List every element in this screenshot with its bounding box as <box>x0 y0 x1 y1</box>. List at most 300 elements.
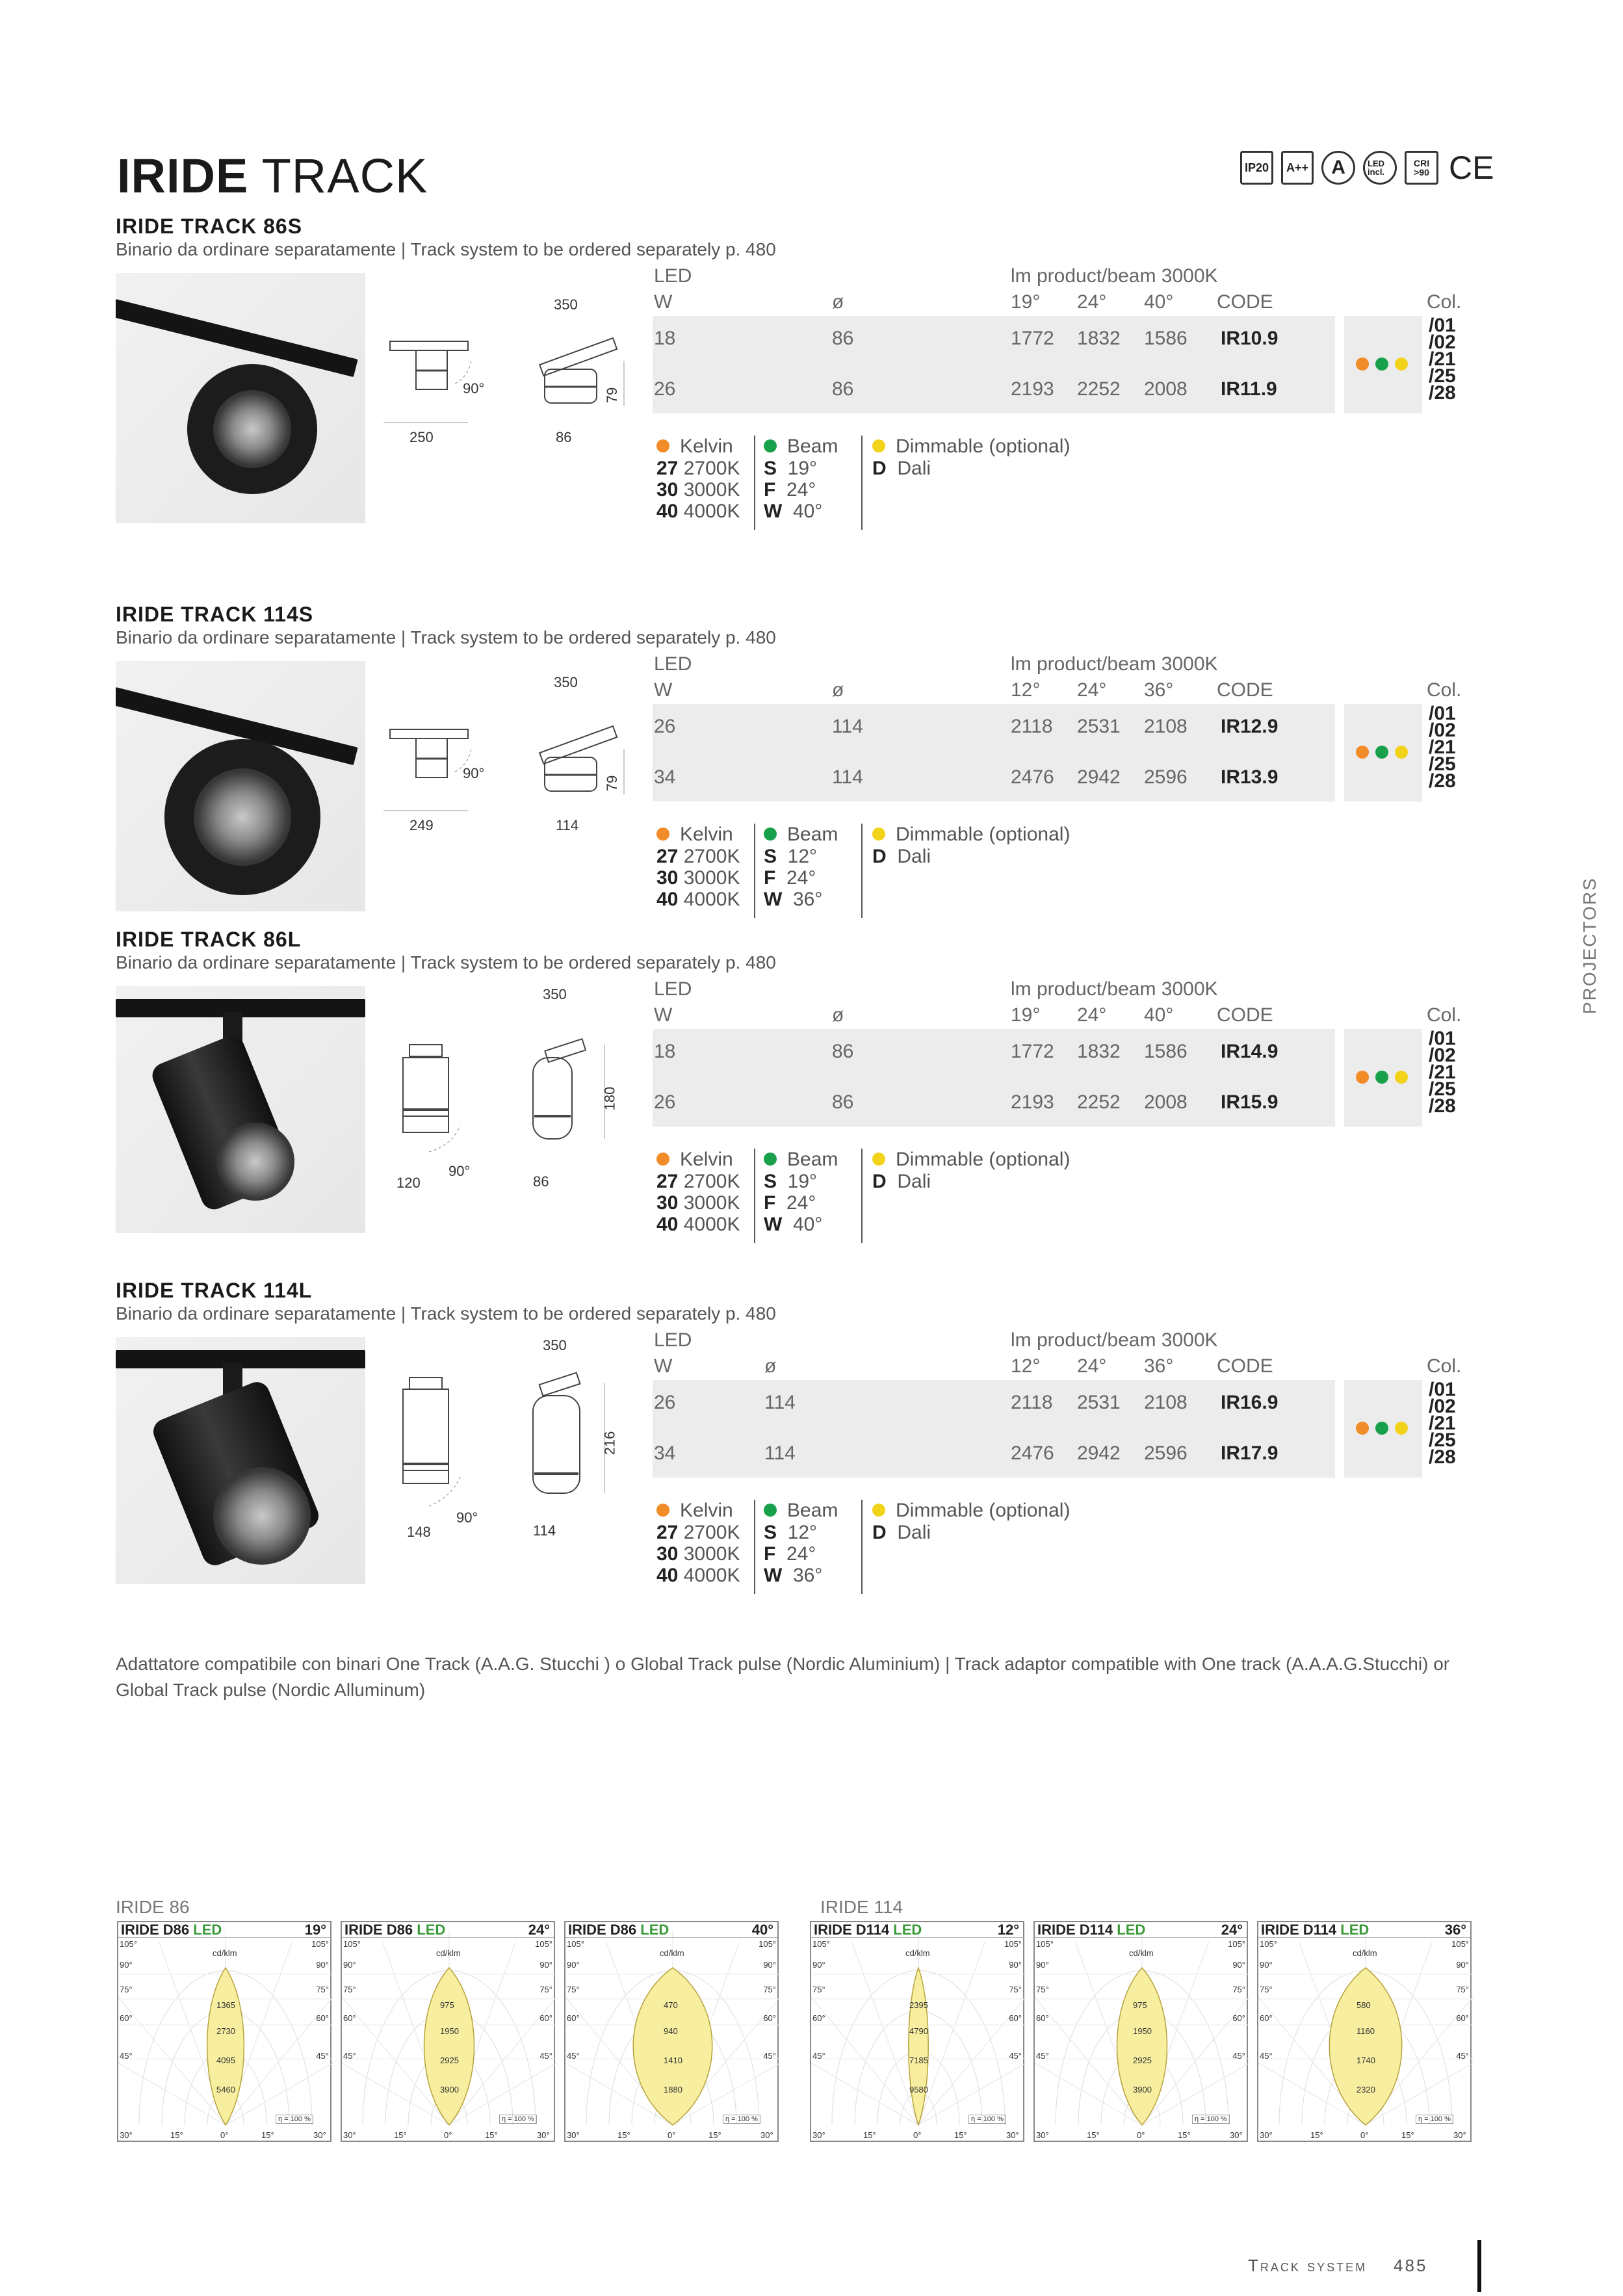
beam-value: 40° <box>793 1214 823 1235</box>
lamp-lens <box>213 390 291 468</box>
row-lm-beam3: 2008 <box>1144 378 1188 400</box>
angle-label-right: 60° <box>316 2013 329 2023</box>
beam-code: W <box>764 1214 783 1235</box>
green-dot-icon <box>1375 1071 1388 1084</box>
legend-divider <box>754 1500 755 1594</box>
green-dot-icon <box>764 1153 777 1166</box>
angle-label-left: 75° <box>343 1985 356 1994</box>
color-code: /01 <box>1429 315 1456 336</box>
row-wattage: 34 <box>654 766 676 788</box>
beam-value: 24° <box>786 867 816 889</box>
beam-legend <box>764 1500 838 1586</box>
w-header: W <box>654 1355 673 1377</box>
kelvin-header: Kelvin <box>680 824 733 845</box>
photometry-group-86: IRIDE 86 <box>116 1897 190 1917</box>
color-code: /02 <box>1429 1396 1456 1417</box>
intensity-value: 1410 <box>664 2055 682 2065</box>
legend-divider <box>861 1500 863 1594</box>
beam-value: 24° <box>786 1192 816 1214</box>
intensity-value: 2925 <box>1133 2055 1152 2065</box>
diagram-header <box>1258 1922 1470 1938</box>
angle-label-left: 105° <box>343 1939 361 1949</box>
efficiency-label: η = 100 % <box>1192 2115 1230 2124</box>
product-photo <box>116 661 365 911</box>
dimmable-legend <box>872 1500 1070 1543</box>
beam-angle-header: 19° <box>1011 1004 1041 1026</box>
unit-label: cd/klm <box>436 1948 461 1958</box>
color-code: /01 <box>1429 1028 1456 1049</box>
beam-angle-header: 12° <box>1011 679 1041 701</box>
kelvin-code: 27 <box>656 1522 679 1543</box>
w-header: W <box>654 679 673 701</box>
angle-label-right: 45° <box>316 2051 329 2061</box>
yellow-dot-icon <box>872 1504 885 1517</box>
angle-label-bottom: 0° <box>220 2130 229 2140</box>
row-diameter: 114 <box>832 766 863 788</box>
color-code: /01 <box>1429 1379 1456 1400</box>
intensity-value: 1950 <box>1133 2026 1152 2036</box>
orange-dot-icon <box>656 1504 669 1517</box>
beam-angle-header: 24° <box>1077 291 1107 313</box>
unit-label: cd/klm <box>905 1948 930 1958</box>
intensity-value: 5460 <box>216 2085 235 2094</box>
kelvin-header: Kelvin <box>680 1149 733 1170</box>
intensity-value: 2730 <box>216 2026 235 2036</box>
color-code: /28 <box>1429 1446 1456 1468</box>
angle-label-right: 90° <box>1232 1960 1245 1970</box>
color-dots-box <box>1344 704 1422 802</box>
angle-label-bottom: 30° <box>812 2130 825 2140</box>
dimension-left-bottom: 148 <box>407 1524 431 1540</box>
color-code: /25 <box>1429 1429 1456 1451</box>
ip20-icon: IP20 <box>1240 151 1273 185</box>
diagram-led: LED <box>1340 1922 1370 1938</box>
legend-divider <box>861 824 863 918</box>
beam-angle-header: 36° <box>1144 1355 1174 1377</box>
beam-angle-header: 19° <box>1011 291 1041 313</box>
color-code: /21 <box>1429 1062 1456 1083</box>
ce-mark-icon: CE <box>1449 150 1494 186</box>
efficiency-label: η = 100 % <box>1416 2115 1453 2124</box>
diagram-name: IRIDE D114 <box>1037 1922 1113 1938</box>
angle-label-right: 60° <box>1456 2013 1469 2023</box>
col-header: Col. <box>1427 679 1462 701</box>
row-code: IR17.9 <box>1221 1442 1279 1464</box>
photometric-diagram <box>564 1921 779 2142</box>
diagram-name: IRIDE D114 <box>814 1922 890 1938</box>
row-lm-beam3: 2596 <box>1144 766 1188 788</box>
angle-label-left: 75° <box>120 1985 133 1994</box>
kelvin-value: 4000K <box>683 501 740 522</box>
diagram-header <box>811 1922 1023 1938</box>
color-code: /21 <box>1429 1413 1456 1434</box>
angle-label-right: 105° <box>311 1939 329 1949</box>
color-codes <box>1429 1381 1456 1466</box>
legend-divider <box>861 436 863 530</box>
dimmable-code: D <box>872 1522 887 1543</box>
intensity-value: 2395 <box>909 2000 928 2010</box>
beam-value: 36° <box>793 889 823 910</box>
color-code: /25 <box>1429 1078 1456 1100</box>
dimension-right: 79 <box>604 775 621 792</box>
beam-value: 12° <box>787 846 818 867</box>
intensity-value: 975 <box>440 2000 454 2010</box>
lm-header: lm product/beam 3000K <box>1011 653 1218 675</box>
dimmable-header: Dimmable (optional) <box>896 1500 1071 1521</box>
dimmable-header: Dimmable (optional) <box>896 436 1071 457</box>
beam-legend <box>764 1149 838 1235</box>
green-dot-icon <box>1375 1422 1388 1435</box>
intensity-value: 4790 <box>909 2026 928 2036</box>
row-wattage: 26 <box>654 716 676 737</box>
angle-label-bottom: 0° <box>1360 2130 1369 2140</box>
product-photo <box>116 1337 365 1584</box>
led-header: LED <box>654 265 692 287</box>
green-dot-icon <box>1375 358 1388 371</box>
color-dots-box <box>1344 316 1422 413</box>
dimension-angle: 90° <box>463 380 485 397</box>
angle-label-right: 90° <box>1456 1960 1469 1970</box>
footer-section: Track system <box>1248 2256 1368 2275</box>
color-codes <box>1429 317 1456 402</box>
dimension-left-bottom: 120 <box>396 1175 421 1191</box>
kelvin-value: 3000K <box>683 479 740 501</box>
page-title <box>117 148 428 203</box>
row-code: IR10.9 <box>1221 328 1279 349</box>
angle-label-bottom: 15° <box>170 2130 183 2140</box>
intensity-value: 3900 <box>1133 2085 1152 2094</box>
angle-label-bottom: 15° <box>954 2130 967 2140</box>
diagram-name: IRIDE D86 <box>344 1922 413 1938</box>
diameter-header: ø <box>832 291 844 313</box>
unit-label: cd/klm <box>213 1948 237 1958</box>
angle-label-bottom: 0° <box>913 2130 922 2140</box>
kelvin-value: 2700K <box>683 846 740 867</box>
unit-label: cd/klm <box>660 1948 684 1958</box>
title-bold: IRIDE <box>117 149 249 203</box>
row-wattage: 26 <box>654 1392 676 1413</box>
photometric-diagram <box>341 1921 555 2142</box>
dimension-left-bottom: 249 <box>409 817 434 833</box>
angle-label-bottom: 15° <box>1087 2130 1100 2140</box>
led-header: LED <box>654 653 692 675</box>
dimension-top: 350 <box>543 1337 567 1353</box>
angle-label-right: 60° <box>539 2013 552 2023</box>
kelvin-code: 30 <box>656 479 679 501</box>
unit-label: cd/klm <box>1353 1948 1377 1958</box>
legend-divider <box>861 1149 863 1243</box>
diagram-header <box>565 1922 777 1938</box>
efficiency-label: η = 100 % <box>276 2115 313 2124</box>
angle-label-right: 75° <box>316 1985 329 1994</box>
orange-dot-icon <box>1356 358 1369 371</box>
section-subtitle: Binario da ordinare separatamente | Track system to be ordered separately p. 480 <box>116 952 776 972</box>
intensity-value: 1950 <box>440 2026 459 2036</box>
footer-label <box>1248 2256 1427 2276</box>
col-header: Col. <box>1427 291 1462 313</box>
green-dot-icon <box>764 1504 777 1517</box>
angle-label-bottom: 30° <box>567 2130 580 2140</box>
kelvin-value: 4000K <box>683 889 740 910</box>
angle-label-left: 105° <box>120 1939 137 1949</box>
row-lm-beam2: 1832 <box>1077 1041 1121 1062</box>
dimension-angle: 90° <box>448 1163 471 1179</box>
code-header: CODE <box>1217 291 1273 313</box>
angle-label-left: 105° <box>812 1939 830 1949</box>
beam-angle-header: 36° <box>1144 679 1174 701</box>
angle-label-bottom: 30° <box>1230 2130 1243 2140</box>
angle-label-right: 105° <box>535 1939 552 1949</box>
kelvin-value: 2700K <box>683 1171 740 1192</box>
angle-label-bottom: 30° <box>1006 2130 1019 2140</box>
kelvin-code: 40 <box>656 889 679 910</box>
color-dots <box>1356 1422 1414 1438</box>
diagram-beam: 12° <box>997 1922 1019 1938</box>
dimmable-legend <box>872 1149 1070 1192</box>
row-diameter: 114 <box>764 1442 796 1464</box>
col-header: Col. <box>1427 1004 1462 1026</box>
dimension-right: 180 <box>601 1086 618 1111</box>
diagram-led: LED <box>417 1922 446 1938</box>
angle-label-left: 60° <box>120 2013 133 2023</box>
dimension-right: 79 <box>604 387 621 404</box>
color-dots-box <box>1344 1380 1422 1478</box>
beam-header: Beam <box>787 1500 838 1521</box>
beam-legend <box>764 436 838 522</box>
dimension-right-bottom: 114 <box>556 817 579 833</box>
color-code: /01 <box>1429 703 1456 724</box>
angle-label-left: 45° <box>812 2051 825 2061</box>
row-lm-beam3: 2108 <box>1144 1392 1188 1413</box>
kelvin-legend <box>656 1149 740 1235</box>
footer-bar <box>1477 2240 1481 2292</box>
angle-label-bottom: 30° <box>537 2130 550 2140</box>
angle-label-bottom: 30° <box>1260 2130 1273 2140</box>
color-code: /02 <box>1429 1045 1456 1066</box>
row-lm-beam1: 2476 <box>1011 766 1054 788</box>
beam-value: 24° <box>786 1543 816 1565</box>
angle-label-left: 60° <box>1036 2013 1049 2023</box>
angle-label-right: 90° <box>539 1960 552 1970</box>
angle-label-right: 60° <box>1232 2013 1245 2023</box>
row-lm-beam3: 2108 <box>1144 716 1188 737</box>
kelvin-code: 30 <box>656 1543 679 1565</box>
color-code: /02 <box>1429 332 1456 353</box>
angle-label-bottom: 15° <box>1310 2130 1323 2140</box>
row-diameter: 86 <box>832 1091 854 1113</box>
beam-value: 36° <box>793 1565 823 1586</box>
kelvin-value: 2700K <box>683 458 740 479</box>
section-title: IRIDE TRACK 86S <box>116 215 303 238</box>
intensity-value: 9580 <box>909 2085 928 2094</box>
kelvin-header: Kelvin <box>680 1500 733 1521</box>
color-dots <box>1356 358 1414 374</box>
angle-label-left: 90° <box>1036 1960 1049 1970</box>
beam-legend <box>764 824 838 910</box>
row-code: IR15.9 <box>1221 1091 1279 1113</box>
beam-angle-header: 24° <box>1077 679 1107 701</box>
kelvin-value: 3000K <box>683 1192 740 1214</box>
led-header: LED <box>654 978 692 1000</box>
beam-code: F <box>764 1543 776 1565</box>
dimmable-value: Dali <box>897 846 931 867</box>
angle-label-right: 90° <box>763 1960 776 1970</box>
beam-code: W <box>764 889 783 910</box>
dimmable-legend <box>872 824 1070 867</box>
dimmable-code: D <box>872 1171 887 1192</box>
angle-label-right: 45° <box>1232 2051 1245 2061</box>
row-lm-beam1: 2193 <box>1011 1091 1054 1113</box>
angle-label-left: 60° <box>812 2013 825 2023</box>
orange-dot-icon <box>656 828 669 841</box>
kelvin-code: 27 <box>656 1171 679 1192</box>
angle-label-right: 60° <box>763 2013 776 2023</box>
row-wattage: 18 <box>654 1041 676 1062</box>
yellow-dot-icon <box>872 1153 885 1166</box>
diameter-header: ø <box>832 679 844 701</box>
color-dots-box <box>1344 1029 1422 1127</box>
beam-code: S <box>764 458 777 479</box>
green-dot-icon <box>764 828 777 841</box>
angle-label-bottom: 15° <box>617 2130 630 2140</box>
section-title: IRIDE TRACK 114L <box>116 1279 313 1302</box>
diagram-led: LED <box>193 1922 222 1938</box>
orange-dot-icon <box>1356 1422 1369 1435</box>
diagram-beam: 24° <box>1221 1922 1243 1938</box>
angle-label-bottom: 30° <box>1036 2130 1049 2140</box>
green-dot-icon <box>1375 746 1388 759</box>
kelvin-value: 4000K <box>683 1214 740 1235</box>
photometric-diagram <box>117 1921 331 2142</box>
technical-drawing <box>383 273 643 468</box>
dimmable-value: Dali <box>897 458 931 479</box>
beam-code: W <box>764 1565 783 1586</box>
color-codes <box>1429 705 1456 790</box>
dimmable-legend <box>872 436 1070 479</box>
angle-label-left: 45° <box>1036 2051 1049 2061</box>
intensity-value: 1160 <box>1357 2026 1375 2036</box>
diagram-header <box>118 1922 330 1938</box>
intensity-value: 470 <box>664 2000 678 2010</box>
angle-label-bottom: 0° <box>668 2130 676 2140</box>
angle-label-right: 60° <box>1009 2013 1022 2023</box>
photometric-diagram <box>1257 1921 1472 2142</box>
lamp-lens <box>216 1123 294 1201</box>
diagram-name: IRIDE D114 <box>1261 1922 1337 1938</box>
row-diameter: 86 <box>832 328 854 349</box>
dimension-top: 350 <box>543 986 567 1002</box>
angle-label-right: 45° <box>539 2051 552 2061</box>
color-dots <box>1356 1071 1414 1087</box>
kelvin-value: 2700K <box>683 1522 740 1543</box>
angle-label-bottom: 15° <box>1401 2130 1414 2140</box>
intensity-value: 7185 <box>909 2055 928 2065</box>
beam-value: 40° <box>793 501 823 522</box>
diagram-name: IRIDE D86 <box>121 1922 190 1938</box>
beam-value: 19° <box>787 1171 818 1192</box>
orange-dot-icon <box>656 1153 669 1166</box>
kelvin-legend <box>656 824 740 910</box>
row-diameter: 86 <box>832 378 854 400</box>
row-wattage: 18 <box>654 328 676 349</box>
beam-code: S <box>764 1171 777 1192</box>
diameter-header: ø <box>764 1355 777 1377</box>
angle-label-right: 75° <box>763 1985 776 1994</box>
color-code: /21 <box>1429 348 1456 370</box>
kelvin-code: 40 <box>656 1565 679 1586</box>
row-lm-beam1: 2193 <box>1011 378 1054 400</box>
row-lm-beam2: 2942 <box>1077 1442 1121 1464</box>
beam-angle-header: 40° <box>1144 1004 1174 1026</box>
angle-label-left: 75° <box>1036 1985 1049 1994</box>
w-header: W <box>654 1004 673 1026</box>
yellow-dot-icon <box>872 439 885 452</box>
row-diameter: 114 <box>764 1392 796 1413</box>
beam-code: S <box>764 1522 777 1543</box>
intensity-value: 3900 <box>440 2085 459 2094</box>
row-lm-beam2: 1832 <box>1077 328 1121 349</box>
color-codes <box>1429 1030 1456 1115</box>
row-lm-beam1: 2476 <box>1011 1442 1054 1464</box>
angle-label-left: 60° <box>343 2013 356 2023</box>
beam-value: 24° <box>786 479 816 501</box>
row-lm-beam2: 2252 <box>1077 1091 1121 1113</box>
beam-angle-header: 24° <box>1077 1004 1107 1026</box>
angle-label-left: 105° <box>1260 1939 1277 1949</box>
row-lm-beam3: 2008 <box>1144 1091 1188 1113</box>
diagram-name: IRIDE D86 <box>568 1922 637 1938</box>
kelvin-header: Kelvin <box>680 436 733 457</box>
technical-drawing <box>383 986 643 1191</box>
code-header: CODE <box>1217 1004 1273 1026</box>
diagram-beam: 40° <box>751 1922 773 1938</box>
row-code: IR12.9 <box>1221 716 1279 737</box>
angle-label-right: 45° <box>1009 2051 1022 2061</box>
color-dots <box>1356 746 1414 762</box>
section-subtitle: Binario da ordinare separatamente | Track system to be ordered separately p. 480 <box>116 627 776 647</box>
section-subtitle: Binario da ordinare separatamente | Track system to be ordered separately p. 480 <box>116 239 776 259</box>
col-header: Col. <box>1427 1355 1462 1377</box>
color-code: /21 <box>1429 737 1456 758</box>
energy-class-icon: A++ <box>1281 151 1314 185</box>
dimmable-header: Dimmable (optional) <box>896 1149 1071 1170</box>
angle-label-left: 45° <box>120 2051 133 2061</box>
lm-header: lm product/beam 3000K <box>1011 978 1218 1000</box>
angle-label-bottom: 15° <box>1178 2130 1191 2140</box>
diagram-header <box>342 1922 554 1938</box>
section-title: IRIDE TRACK 86L <box>116 928 302 951</box>
beam-header: Beam <box>787 1149 838 1170</box>
angle-label-left: 60° <box>1260 2013 1273 2023</box>
angle-label-left: 45° <box>1260 2051 1273 2061</box>
diagram-header <box>1035 1922 1247 1938</box>
kelvin-value: 3000K <box>683 867 740 889</box>
cri-icon: CRI >90 <box>1405 151 1438 185</box>
row-diameter: 86 <box>832 1041 854 1062</box>
kelvin-legend <box>656 1500 740 1586</box>
led-included-icon: LED incl. <box>1363 151 1397 185</box>
efficiency-label: η = 100 % <box>723 2115 760 2124</box>
row-lm-beam1: 2118 <box>1011 716 1053 737</box>
unit-label: cd/klm <box>1129 1948 1154 1958</box>
row-wattage: 26 <box>654 378 676 400</box>
section-subtitle: Binario da ordinare separatamente | Track system to be ordered separately p. 480 <box>116 1303 776 1324</box>
dimmable-code: D <box>872 458 887 479</box>
angle-label-left: 90° <box>812 1960 825 1970</box>
angle-label-left: 75° <box>567 1985 580 1994</box>
angle-label-right: 75° <box>1456 1985 1469 1994</box>
color-code: /28 <box>1429 1095 1456 1117</box>
